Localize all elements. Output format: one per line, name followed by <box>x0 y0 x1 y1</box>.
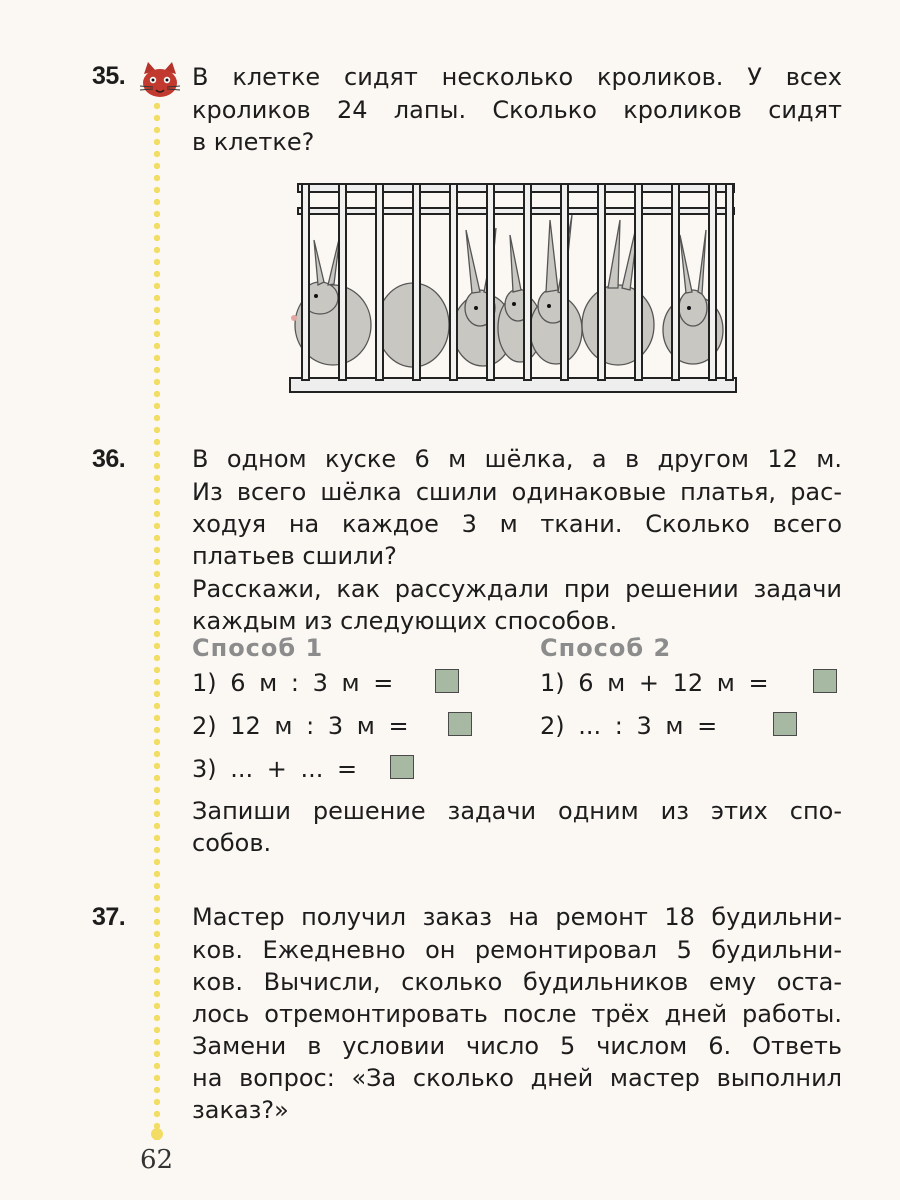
task-text-line: собов. <box>192 829 272 857</box>
task-text-line: ков. Вычисли, сколько будильников ему оста- <box>192 968 842 996</box>
task-text-line: каждым из следующих способов. <box>192 607 618 635</box>
task-text-line: заказ?» <box>192 1096 289 1124</box>
rabbit-cage-illustration <box>288 180 738 395</box>
answer-box[interactable] <box>773 712 797 736</box>
task-text-line: ходуя на каждое 3 м ткани. Сколько всего <box>192 510 842 538</box>
task-text-line: Расскажи, как рассуждали при решении задачи <box>192 575 842 603</box>
dotted-line-end <box>151 1128 163 1140</box>
task-text-line: В одном куске 6 м шёлка, а в другом 12 м. <box>192 445 842 473</box>
task-text-line: В клетке сидят несколько кроликов. У всех <box>192 63 842 91</box>
method2-step1: 1) 6 м + 12 м = <box>540 669 769 697</box>
task-number: 35. <box>92 62 126 90</box>
task-text-line: Замени в условии число 5 числом 6. Ответь <box>192 1032 842 1060</box>
answer-box[interactable] <box>390 755 414 779</box>
task-text-line: в клетке? <box>192 128 315 156</box>
task-text-line: кроликов 24 лапы. Сколько кроликов сидят <box>192 96 842 124</box>
method1-step2: 2) 12 м : 3 м = <box>192 712 409 740</box>
task-text-line: на вопрос: «За сколько дней мастер выполнил <box>192 1064 842 1092</box>
task-text-line: Запиши решение задачи одним из этих спо- <box>192 797 842 825</box>
answer-box[interactable] <box>813 669 837 693</box>
answer-box[interactable] <box>435 669 459 693</box>
task-text-line: ков. Ежедневно он ремонтировал 5 будильни- <box>192 936 842 964</box>
task-number: 37. <box>92 903 126 931</box>
cat-icon <box>136 60 184 106</box>
task-number: 36. <box>92 445 126 473</box>
task-text-line: Из всего шёлка сшили одинаковые платья, рас- <box>192 478 842 506</box>
method1-step1: 1) 6 м : 3 м = <box>192 669 394 697</box>
answer-box[interactable] <box>448 712 472 736</box>
method1-title: Способ 1 <box>192 634 324 662</box>
method1-step3: 3) ... + ... = <box>192 755 358 783</box>
page-number: 62 <box>140 1145 174 1175</box>
task-text-line: платьев сшили? <box>192 542 397 570</box>
method2-title: Способ 2 <box>540 634 672 662</box>
task-text-line: Мастер получил заказ на ремонт 18 будильни- <box>192 903 842 931</box>
task-text-line: лось отремонтировать после трёх дней работы. <box>192 1000 842 1028</box>
dotted-margin-line <box>153 100 161 1140</box>
method2-step2: 2) ... : 3 м = <box>540 712 718 740</box>
